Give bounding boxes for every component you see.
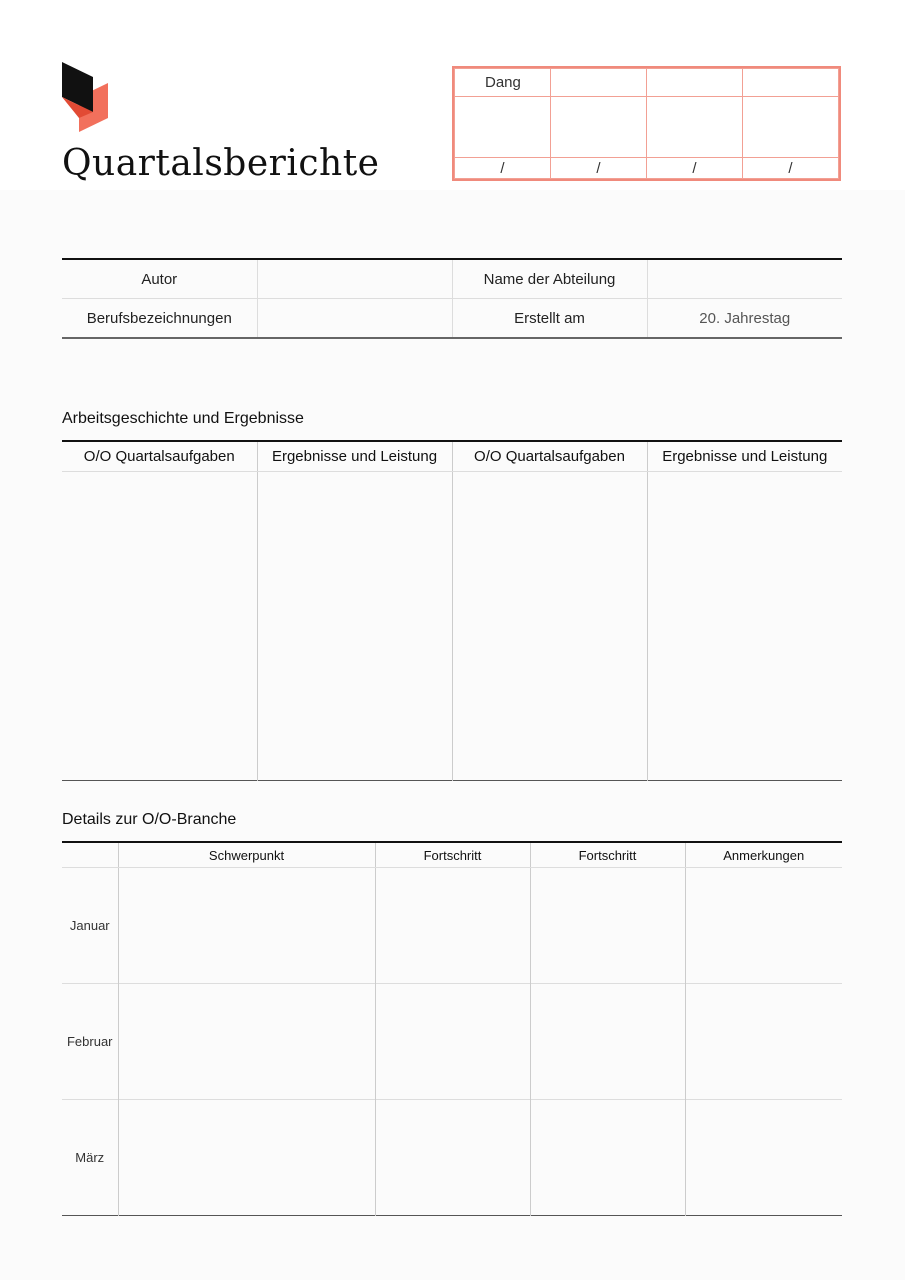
notes-cell[interactable] <box>685 1100 842 1216</box>
column-header: Anmerkungen <box>685 842 842 868</box>
bookmark-logo-icon <box>62 62 110 134</box>
date-slash[interactable]: / <box>743 158 839 179</box>
column-header: Schwerpunkt <box>118 842 375 868</box>
date-slash[interactable]: / <box>647 158 743 179</box>
month-label: Januar <box>62 868 118 984</box>
signature-cell[interactable] <box>551 97 647 158</box>
results-cell[interactable] <box>257 472 452 781</box>
created-field[interactable]: 20. Jahrestag <box>647 299 842 339</box>
job-titles-field[interactable] <box>257 299 452 339</box>
date-slash[interactable]: / <box>551 158 647 179</box>
department-label: Name der Abteilung <box>452 259 647 299</box>
column-header: Fortschritt <box>530 842 685 868</box>
tasks-cell[interactable] <box>452 472 647 781</box>
work-history-table <box>62 440 842 781</box>
table-row <box>62 1100 842 1216</box>
approval-cell[interactable] <box>647 69 743 97</box>
department-field[interactable] <box>647 259 842 299</box>
approval-label: Dang <box>455 69 551 97</box>
progress-cell[interactable] <box>375 1100 530 1216</box>
column-header: O/O Quartalsaufgaben <box>62 441 257 472</box>
focus-cell[interactable] <box>118 868 375 984</box>
column-header <box>62 842 118 868</box>
date-slash[interactable]: / <box>455 158 551 179</box>
document-title: Quartalsberichte <box>62 143 380 184</box>
month-label: Februar <box>62 984 118 1100</box>
progress-cell[interactable] <box>530 868 685 984</box>
created-label: Erstellt am <box>452 299 647 339</box>
progress-cell[interactable] <box>530 984 685 1100</box>
column-header: Fortschritt <box>375 842 530 868</box>
approval-box <box>452 66 841 181</box>
focus-cell[interactable] <box>118 984 375 1100</box>
author-label: Autor <box>141 270 178 288</box>
author-field[interactable] <box>257 259 452 299</box>
column-header: O/O Quartalsaufgaben <box>452 441 647 472</box>
job-titles-label: Berufsbezeichnungen <box>62 299 257 339</box>
approval-cell[interactable] <box>551 69 647 97</box>
approval-cell[interactable] <box>743 69 839 97</box>
notes-cell[interactable] <box>685 984 842 1100</box>
results-cell[interactable] <box>647 472 842 781</box>
signature-cell[interactable] <box>647 97 743 158</box>
column-header: Ergebnisse und Leistung <box>257 441 452 472</box>
tasks-cell[interactable] <box>62 472 257 781</box>
signature-cell[interactable] <box>455 97 551 158</box>
info-table <box>62 258 842 339</box>
focus-cell[interactable] <box>118 1100 375 1216</box>
signature-cell[interactable] <box>743 97 839 158</box>
branch-details-table <box>62 841 842 1216</box>
progress-cell[interactable] <box>375 868 530 984</box>
month-label: März <box>62 1100 118 1216</box>
notes-cell[interactable] <box>685 868 842 984</box>
branch-details-title: Details zur O/O-Branche <box>62 811 237 828</box>
progress-cell[interactable] <box>375 984 530 1100</box>
work-history-title: Arbeitsgeschichte und Ergebnisse <box>62 410 304 427</box>
table-row <box>62 984 842 1100</box>
table-row <box>62 868 842 984</box>
progress-cell[interactable] <box>530 1100 685 1216</box>
column-header: Ergebnisse und Leistung <box>647 441 842 472</box>
